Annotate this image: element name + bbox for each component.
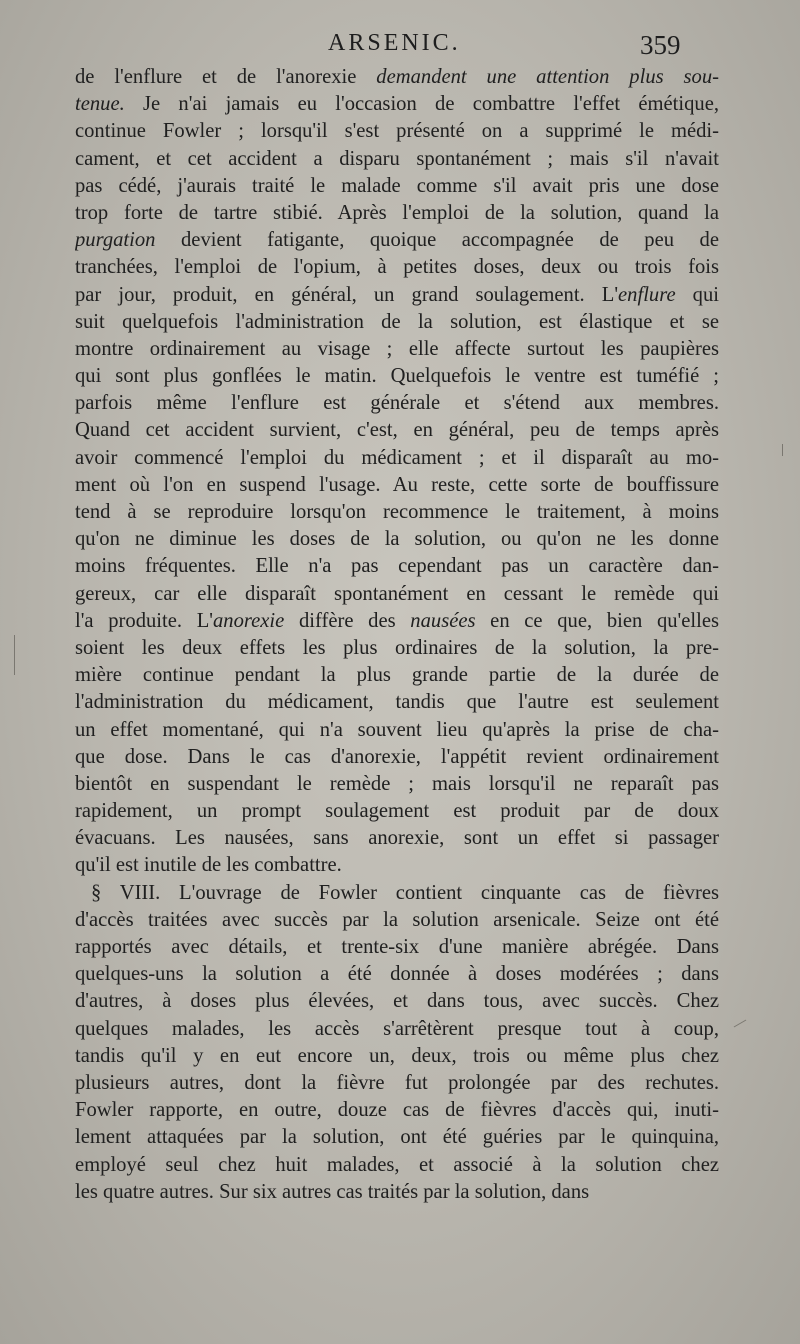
text-run: continue Fowler ; lorsqu'il s'est présenté on a supprimé le médi- xyxy=(75,120,719,143)
text-run: qu'il est inutile de les combattre. xyxy=(75,854,342,877)
text-line xyxy=(75,118,719,145)
text-run: par jour, produit, en général, un grand soulagement. L' xyxy=(75,283,619,306)
text-line xyxy=(75,662,719,689)
text-run: que dose. Dans le cas d'anorexie, l'appétit revient ordinairement xyxy=(75,745,719,768)
text-line xyxy=(75,1124,719,1151)
text-run: soient les deux effets les plus ordinaires de la solution, la pre- xyxy=(75,636,719,659)
running-head: ARSENIC. xyxy=(328,30,461,56)
text-run: de l'enflure et de l'anorexie xyxy=(75,66,377,88)
text-run: l'administration du médicament, tandis que l'autre est seulement xyxy=(75,691,719,714)
text-line xyxy=(75,581,719,608)
body-text xyxy=(75,64,719,1206)
text-line xyxy=(75,499,719,526)
text-run: les quatre autres. Sur six autres cas traités par la solution, dans xyxy=(75,1180,590,1203)
text-run: avoir commencé l'emploi du médicament ; et il disparaît au mo- xyxy=(75,446,719,469)
text-line xyxy=(75,744,719,771)
text-line xyxy=(75,553,719,580)
text-line xyxy=(75,934,719,961)
page-header xyxy=(0,30,800,64)
text-run: en ce que, bien qu'elles xyxy=(475,609,719,632)
text-line xyxy=(75,852,719,879)
text-run: ment où l'on en suspend l'usage. Au reste, cette sorte de bouffissure xyxy=(75,473,719,496)
text-run: montre ordinairement au visage ; elle affecte surtout les paupières xyxy=(75,337,719,360)
text-line xyxy=(75,717,719,744)
margin-mark xyxy=(734,1020,747,1028)
italic-term: anorexie xyxy=(213,609,285,632)
text-run: quelques-uns la solution a été donnée à doses modérées ; dans xyxy=(75,963,719,986)
text-line xyxy=(75,390,719,417)
text-run: Je n'ai jamais eu l'occasion de combattre l'effet émétique, xyxy=(124,93,719,116)
text-line xyxy=(75,771,719,798)
text-run: un effet momentané, qui n'a souvent lieu qu'après la prise de cha- xyxy=(75,718,719,741)
text-run: devient fatigante, quoique accompagnée de peu de xyxy=(155,229,719,252)
text-line xyxy=(75,988,719,1015)
text-run: plusieurs autres, dont la fièvre fut prolongée par des rechutes. xyxy=(75,1071,719,1094)
text-run: employé seul chez huit malades, et associé à la solution chez xyxy=(75,1153,719,1176)
text-run: bientôt en suspendant le remède ; mais lorsqu'il ne reparaît pas xyxy=(75,772,719,795)
text-run: trop forte de tartre stibié. Après l'emploi de la solution, quand la xyxy=(75,201,719,224)
text-run: parfois même l'enflure est générale et s'étend aux membres. xyxy=(75,392,719,415)
text-run: qu'on ne diminue les doses de la solution, ou qu'on ne les donne xyxy=(75,528,719,551)
text-line xyxy=(75,282,719,309)
text-line xyxy=(75,64,719,91)
text-line xyxy=(75,309,719,336)
text-line xyxy=(75,445,719,472)
text-line xyxy=(75,1016,719,1043)
text-run: diffère des xyxy=(284,609,411,632)
text-run: l'a produite. L' xyxy=(75,609,213,632)
text-line xyxy=(75,146,719,173)
text-run: tandis qu'il y en eut encore un, deux, trois ou même plus chez xyxy=(75,1044,719,1067)
text-run: Fowler rapporte, en outre, douze cas de fièvres d'accès qui, inuti- xyxy=(75,1099,719,1122)
margin-mark xyxy=(782,444,783,456)
text-line xyxy=(75,689,719,716)
text-line xyxy=(75,608,719,635)
text-run: quelques malades, les accès s'arrêtèrent presque tout à coup, xyxy=(75,1017,719,1040)
text-line xyxy=(75,472,719,499)
text-line xyxy=(75,1097,719,1124)
text-line xyxy=(75,1179,719,1206)
text-line xyxy=(75,1070,719,1097)
text-line xyxy=(75,907,719,934)
text-line xyxy=(75,173,719,200)
text-line xyxy=(75,1043,719,1070)
text-line xyxy=(75,254,719,281)
italic-term: tenue. xyxy=(75,93,125,116)
italic-term: enflure xyxy=(618,283,676,306)
text-line xyxy=(75,961,719,988)
text-line xyxy=(75,526,719,553)
text-run: d'accès traitées avec succès par la solution arsenicale. Seize ont été xyxy=(75,908,719,931)
text-run: pas cédé, j'aurais traité le malade comme s'il avait pris une dose xyxy=(75,174,719,197)
text-line xyxy=(75,880,719,907)
text-run: tranchées, l'emploi de l'opium, à petites doses, deux ou trois fois xyxy=(75,256,719,279)
text-run: moins fréquentes. Elle n'a pas cependant pas un caractère dan- xyxy=(75,555,719,578)
text-line xyxy=(75,227,719,254)
italic-term: demandent une attention plus sou- xyxy=(376,66,719,88)
text-line xyxy=(75,635,719,662)
text-line xyxy=(75,91,719,118)
text-run: suit quelquefois l'administration de la solution, est élastique et se xyxy=(75,310,719,333)
text-line xyxy=(75,1152,719,1179)
text-run: rapidement, un prompt soulagement est produit par de doux xyxy=(75,800,719,823)
text-run: tend à se reproduire lorsqu'on recommence le traitement, à moins xyxy=(75,501,719,523)
text-line xyxy=(75,825,719,852)
text-line xyxy=(75,798,719,825)
text-run: rapportés avec détails, et trente-six d'une manière abrégée. Dans xyxy=(75,936,719,958)
italic-term: purgation xyxy=(75,229,156,252)
text-run: Quand cet accident survient, c'est, en général, peu de temps après xyxy=(75,419,719,442)
text-run: gereux, car elle disparaît spontanément en cessant le remède qui xyxy=(75,582,719,605)
text-line xyxy=(75,336,719,363)
page-number: 359 xyxy=(640,30,681,60)
text-run: qui sont plus gonflées le matin. Quelquefois le ventre est tuméfié ; xyxy=(75,365,719,388)
text-line xyxy=(75,363,719,390)
text-run: qui xyxy=(675,283,719,306)
text-line xyxy=(75,200,719,227)
text-run: évacuans. Les nausées, sans anorexie, sont un effet si passager xyxy=(75,827,719,850)
text-run: lement attaquées par la solution, ont été guéries par le quinquina, xyxy=(75,1126,719,1149)
text-run: § VIII. L'ouvrage de Fowler contient cinquante cas de fièvres xyxy=(91,881,719,904)
italic-term: nausées xyxy=(410,609,476,632)
text-run: mière continue pendant la plus grande partie de la durée de xyxy=(75,664,719,687)
text-line xyxy=(75,417,719,444)
text-run: cament, et cet accident a disparu spontanément ; mais s'il n'avait xyxy=(75,147,719,170)
text-run: d'autres, à doses plus élevées, et dans tous, avec succès. Chez xyxy=(75,990,719,1013)
margin-mark xyxy=(14,635,15,675)
